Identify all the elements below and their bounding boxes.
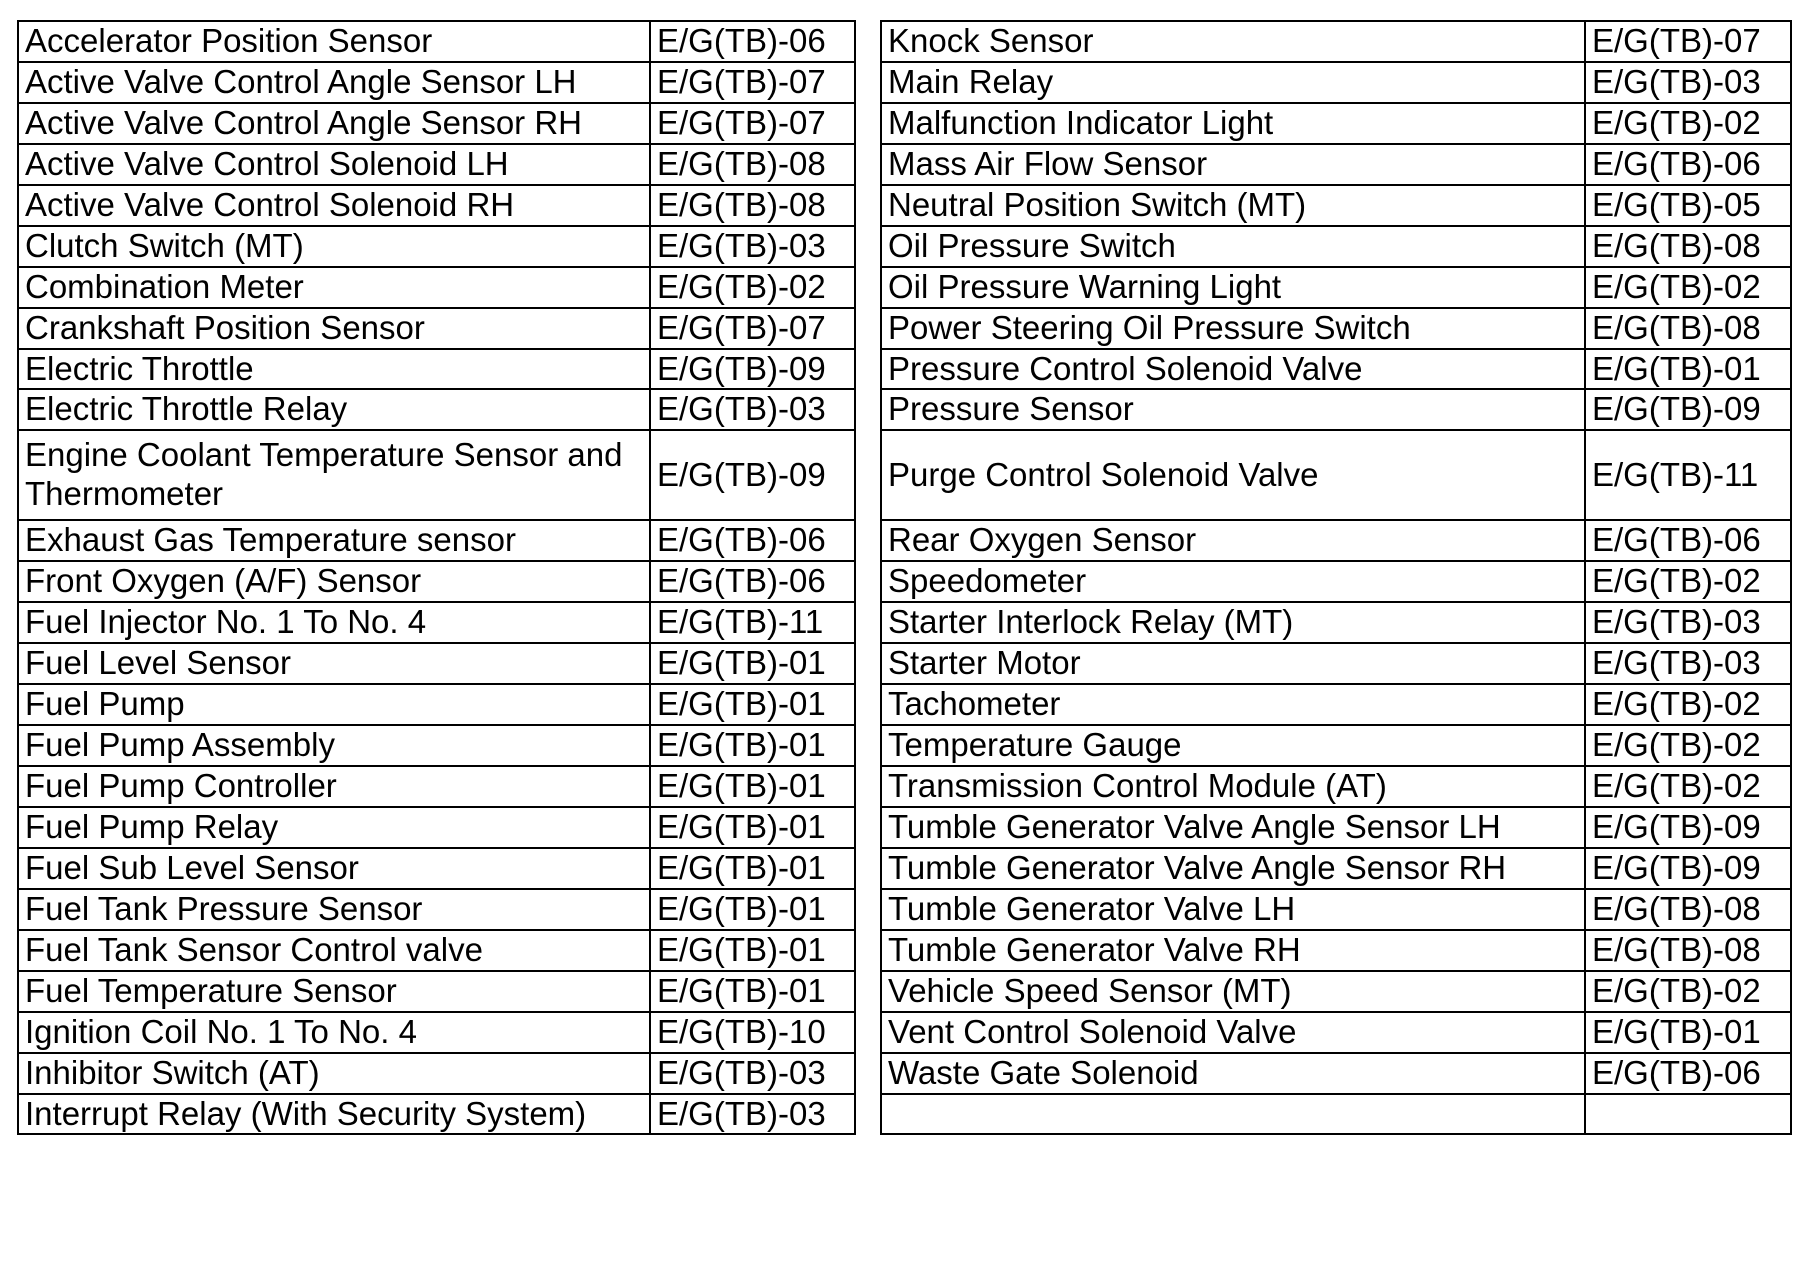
- table-row: [881, 766, 1791, 807]
- component-name: Inhibitor Switch (AT): [18, 1053, 650, 1094]
- component-name: Vent Control Solenoid Valve: [881, 1012, 1585, 1053]
- diagram-reference: E/G(TB)-08: [650, 144, 855, 185]
- table-row: [18, 226, 855, 267]
- diagram-reference: E/G(TB)-08: [650, 185, 855, 226]
- diagram-reference: E/G(TB)-01: [650, 889, 855, 930]
- component-name: Tumble Generator Valve RH: [881, 930, 1585, 971]
- table-row: [881, 971, 1791, 1012]
- table-row: [18, 1012, 855, 1053]
- table-row: [18, 971, 855, 1012]
- table-row: [18, 766, 855, 807]
- component-name: Rear Oxygen Sensor: [881, 520, 1585, 561]
- table-row: [881, 103, 1791, 144]
- diagram-reference: E/G(TB)-06: [650, 520, 855, 561]
- diagram-reference: E/G(TB)-08: [1585, 889, 1791, 930]
- diagram-reference: E/G(TB)-01: [650, 807, 855, 848]
- component-name: Interrupt Relay (With Security System): [18, 1094, 650, 1135]
- table-row: [881, 930, 1791, 971]
- table-row: [18, 807, 855, 848]
- diagram-reference: E/G(TB)-01: [650, 848, 855, 889]
- table-row: [881, 349, 1791, 390]
- diagram-reference: E/G(TB)-01: [650, 766, 855, 807]
- diagram-reference: E/G(TB)-03: [650, 1053, 855, 1094]
- table-row: [881, 684, 1791, 725]
- component-name: Fuel Pump Controller: [18, 766, 650, 807]
- component-name: Fuel Sub Level Sensor: [18, 848, 650, 889]
- table-row: [881, 1012, 1791, 1053]
- diagram-reference: E/G(TB)-09: [650, 349, 855, 390]
- component-name: Tumble Generator Valve Angle Sensor LH: [881, 807, 1585, 848]
- diagram-reference: E/G(TB)-03: [650, 226, 855, 267]
- diagram-reference: E/G(TB)-09: [1585, 389, 1791, 430]
- diagram-reference: E/G(TB)-05: [1585, 185, 1791, 226]
- component-name: Mass Air Flow Sensor: [881, 144, 1585, 185]
- table-row: [881, 643, 1791, 684]
- table-row: [881, 1053, 1791, 1094]
- diagram-reference: E/G(TB)-01: [650, 684, 855, 725]
- diagram-reference: E/G(TB)-03: [650, 1094, 855, 1135]
- diagram-reference: E/G(TB)-09: [1585, 848, 1791, 889]
- diagram-reference: E/G(TB)-02: [1585, 684, 1791, 725]
- component-name: Active Valve Control Angle Sensor RH: [18, 103, 650, 144]
- diagram-reference: E/G(TB)-08: [1585, 930, 1791, 971]
- component-name: Tachometer: [881, 684, 1585, 725]
- table-row: [18, 561, 855, 602]
- component-name: Fuel Level Sensor: [18, 643, 650, 684]
- table-row: [881, 602, 1791, 643]
- table-row: [18, 520, 855, 561]
- diagram-reference: E/G(TB)-06: [650, 561, 855, 602]
- component-name: Engine Coolant Temperature Sensor and Thermometer: [18, 430, 650, 520]
- diagram-reference: E/G(TB)-01: [1585, 1012, 1791, 1053]
- table-row: [881, 561, 1791, 602]
- diagram-reference: E/G(TB)-02: [1585, 267, 1791, 308]
- component-name: Starter Motor: [881, 643, 1585, 684]
- component-name: Fuel Tank Pressure Sensor: [18, 889, 650, 930]
- component-name: Electric Throttle Relay: [18, 389, 650, 430]
- diagram-reference: E/G(TB)-02: [1585, 103, 1791, 144]
- table-row: [881, 185, 1791, 226]
- component-name: Oil Pressure Switch: [881, 226, 1585, 267]
- component-index-table-left: [17, 20, 856, 1135]
- diagram-reference: E/G(TB)-08: [1585, 226, 1791, 267]
- table-row: [18, 1053, 855, 1094]
- table-row: [18, 103, 855, 144]
- component-name: Oil Pressure Warning Light: [881, 267, 1585, 308]
- table-row: [881, 430, 1791, 520]
- component-name: Vehicle Speed Sensor (MT): [881, 971, 1585, 1012]
- component-name: Transmission Control Module (AT): [881, 766, 1585, 807]
- table-row: [18, 349, 855, 390]
- component-name: Tumble Generator Valve Angle Sensor RH: [881, 848, 1585, 889]
- component-name: Active Valve Control Solenoid LH: [18, 144, 650, 185]
- diagram-reference: E/G(TB)-01: [650, 643, 855, 684]
- diagram-reference: E/G(TB)-03: [1585, 602, 1791, 643]
- component-name: Fuel Injector No. 1 To No. 4: [18, 602, 650, 643]
- component-name: Waste Gate Solenoid: [881, 1053, 1585, 1094]
- diagram-reference: E/G(TB)-07: [650, 308, 855, 349]
- table-row: [18, 21, 855, 62]
- table-row: [18, 267, 855, 308]
- diagram-reference: E/G(TB)-10: [650, 1012, 855, 1053]
- diagram-reference: E/G(TB)-06: [1585, 144, 1791, 185]
- diagram-reference: E/G(TB)-07: [1585, 21, 1791, 62]
- table-row: [881, 1094, 1791, 1134]
- table-row: [18, 889, 855, 930]
- diagram-reference: E/G(TB)-09: [1585, 807, 1791, 848]
- component-name: Ignition Coil No. 1 To No. 4: [18, 1012, 650, 1053]
- diagram-reference: E/G(TB)-07: [650, 62, 855, 103]
- component-name: Fuel Temperature Sensor: [18, 971, 650, 1012]
- diagram-reference: E/G(TB)-06: [1585, 1053, 1791, 1094]
- diagram-reference: E/G(TB)-02: [650, 267, 855, 308]
- diagram-reference: E/G(TB)-03: [1585, 62, 1791, 103]
- diagram-reference: E/G(TB)-06: [1585, 520, 1791, 561]
- diagram-reference: [1585, 1094, 1791, 1134]
- component-index-body-left: [18, 21, 855, 1134]
- component-name: Active Valve Control Angle Sensor LH: [18, 62, 650, 103]
- component-name: Front Oxygen (A/F) Sensor: [18, 561, 650, 602]
- table-row: [881, 520, 1791, 561]
- diagram-reference: E/G(TB)-03: [650, 389, 855, 430]
- table-row: [18, 602, 855, 643]
- diagram-reference: E/G(TB)-11: [650, 602, 855, 643]
- table-row: [18, 62, 855, 103]
- component-name: Purge Control Solenoid Valve: [881, 430, 1585, 520]
- diagram-reference: E/G(TB)-06: [650, 21, 855, 62]
- table-row: [881, 62, 1791, 103]
- table-row: [18, 430, 855, 520]
- table-row: [18, 185, 855, 226]
- component-name: Tumble Generator Valve LH: [881, 889, 1585, 930]
- component-name: Temperature Gauge: [881, 725, 1585, 766]
- component-name: Combination Meter: [18, 267, 650, 308]
- component-name: Main Relay: [881, 62, 1585, 103]
- table-row: [881, 807, 1791, 848]
- component-index-body-right: [881, 21, 1791, 1134]
- table-row: [18, 389, 855, 430]
- component-name: Fuel Pump Assembly: [18, 725, 650, 766]
- table-row: [881, 308, 1791, 349]
- component-name: Electric Throttle: [18, 349, 650, 390]
- diagram-reference: E/G(TB)-02: [1585, 971, 1791, 1012]
- table-row: [881, 889, 1791, 930]
- table-row: [18, 1094, 855, 1135]
- table-row: [18, 684, 855, 725]
- diagram-reference: E/G(TB)-08: [1585, 308, 1791, 349]
- component-name: [881, 1094, 1585, 1134]
- table-row: [18, 643, 855, 684]
- table-row: [881, 144, 1791, 185]
- table-row: [18, 848, 855, 889]
- component-name: Crankshaft Position Sensor: [18, 308, 650, 349]
- table-row: [881, 21, 1791, 62]
- component-name: Fuel Pump Relay: [18, 807, 650, 848]
- diagram-reference: E/G(TB)-02: [1585, 766, 1791, 807]
- component-name: Fuel Tank Sensor Control valve: [18, 930, 650, 971]
- table-row: [18, 308, 855, 349]
- component-name: Exhaust Gas Temperature sensor: [18, 520, 650, 561]
- component-name: Active Valve Control Solenoid RH: [18, 185, 650, 226]
- diagram-reference: E/G(TB)-01: [1585, 349, 1791, 390]
- diagram-reference: E/G(TB)-07: [650, 103, 855, 144]
- component-name: Power Steering Oil Pressure Switch: [881, 308, 1585, 349]
- component-name: Neutral Position Switch (MT): [881, 185, 1585, 226]
- component-name: Pressure Control Solenoid Valve: [881, 349, 1585, 390]
- component-index-table-right: [880, 20, 1792, 1135]
- component-name: Fuel Pump: [18, 684, 650, 725]
- diagram-reference: E/G(TB)-01: [650, 971, 855, 1012]
- table-row: [881, 725, 1791, 766]
- diagram-reference: E/G(TB)-03: [1585, 643, 1791, 684]
- table-row: [881, 267, 1791, 308]
- table-row: [881, 848, 1791, 889]
- table-row: [18, 725, 855, 766]
- table-row: [881, 389, 1791, 430]
- diagram-reference: E/G(TB)-09: [650, 430, 855, 520]
- component-name: Accelerator Position Sensor: [18, 21, 650, 62]
- table-row: [881, 226, 1791, 267]
- diagram-reference: E/G(TB)-02: [1585, 725, 1791, 766]
- diagram-reference: E/G(TB)-11: [1585, 430, 1791, 520]
- component-name: Knock Sensor: [881, 21, 1585, 62]
- component-name: Speedometer: [881, 561, 1585, 602]
- table-row: [18, 144, 855, 185]
- component-name: Pressure Sensor: [881, 389, 1585, 430]
- diagram-reference: E/G(TB)-01: [650, 930, 855, 971]
- component-name: Starter Interlock Relay (MT): [881, 602, 1585, 643]
- diagram-reference: E/G(TB)-01: [650, 725, 855, 766]
- component-name: Clutch Switch (MT): [18, 226, 650, 267]
- table-row: [18, 930, 855, 971]
- diagram-reference: E/G(TB)-02: [1585, 561, 1791, 602]
- component-name: Malfunction Indicator Light: [881, 103, 1585, 144]
